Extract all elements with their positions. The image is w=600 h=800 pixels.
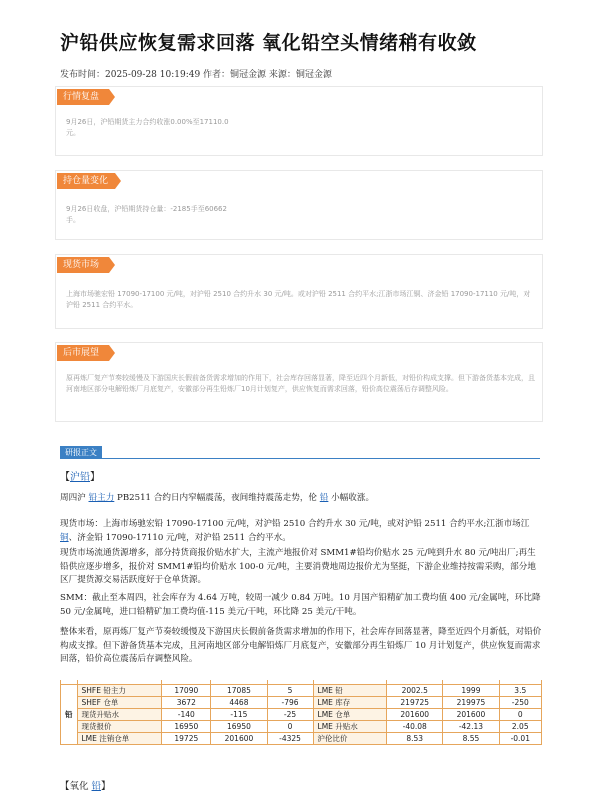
bracket-close: 】	[90, 472, 100, 483]
link-lead[interactable]: 铅	[91, 781, 102, 792]
research-header: 研报正文	[60, 446, 102, 459]
card-text: 上海市场驰宏铅 17090-17100 元/吨，对沪铅 2510 合约升水 30 元/吨。或对沪铅 2511 合约平水;江浙市场江铜、济金铅 17090-17110 元/吨，对沪铅 2511 合约平水。	[66, 290, 531, 309]
table-row	[61, 684, 542, 696]
table-row	[61, 696, 542, 708]
table-cell: 0	[267, 720, 313, 732]
table-row-label: LME 仓单	[313, 708, 387, 720]
card-tag: 后市展望	[57, 345, 109, 361]
table-cell: 0	[499, 708, 541, 720]
article-title: 沪铅供应恢复需求回落 氧化铅空头情绪稍有收敛	[60, 32, 477, 54]
table-cell: 8.55	[443, 732, 499, 744]
card-text: 9月26日收盘，沪铅期货持仓量：-2185手至60662手。	[66, 205, 227, 224]
table-cell: 2.05	[499, 720, 541, 732]
table-row	[61, 732, 542, 744]
table-cell: 8.53	[387, 732, 443, 744]
card-tag: 现货市场	[57, 257, 109, 273]
table-cell: -0.01	[499, 732, 541, 744]
card-tag: 持仓量变化	[57, 173, 115, 189]
paragraph-inventory: SMM：截止至本周四，社会库存为 4.64 万吨，较周一减少 0.84 万吨。10 月国产铅精矿加工费均值 400 元/金属吨，环比降 50 元/金属吨，进口铅精矿加工费均值-115 美元/干吨，环比降 25 美元/干吨。	[60, 593, 541, 617]
table-group-label: 铅	[61, 684, 78, 744]
table-row-label: SHFE 铅主力	[77, 684, 162, 696]
link-copper[interactable]: 铜	[60, 532, 69, 543]
link-lead[interactable]: 铅	[319, 493, 329, 503]
paragraph-futures	[60, 492, 542, 506]
table-row-label: LME 库存	[313, 696, 387, 708]
card-text: 原再炼厂复产节奏较缓慢及下游国庆长假前备货需求增加的作用下，社会库存回落显著，降至近四个月新低，对铅价构成支撑。但下游备货基本完成，且河南地区部分电解铅炼厂月底复产，安徽部分再生铅炼厂10月计划复产，供应恢复而需求回落，铅价高位震荡后存调整风险。	[66, 374, 535, 393]
card-text: 9月26日，沪铅期货主力合约收涨0.00%至17110.0元。	[66, 118, 229, 137]
table-cell: 16950	[211, 720, 267, 732]
table-row-label: LME 注销仓单	[77, 732, 162, 744]
table-cell: -796	[267, 696, 313, 708]
table-cell: 17085	[211, 684, 267, 696]
bracket-open: 【	[60, 472, 70, 483]
card-market-review	[55, 86, 543, 156]
paragraph-supply: 现货市场流通货源增多，部分持货商报价贴水扩大，主流产地报价对 SMM1#铅均价贴水 25 元/吨到升水 80 元/吨出厂;再生铅供应逐步增多，报价对 SMM1#铅均价贴水 100-0 元/吨，主要消费地周边报价尤为坚挺，下游企业维持按需采购，部分地区厂提货源交易活跃度好于仓单货源。	[60, 548, 536, 585]
bracket-open: 【氧化	[60, 781, 92, 792]
section-heading-lead-oxide	[60, 778, 111, 792]
research-divider	[60, 458, 540, 459]
table-cell: 219725	[387, 696, 443, 708]
card-open-interest	[55, 170, 543, 240]
link-lead[interactable]: 沪铅	[70, 472, 90, 483]
table-row	[61, 720, 542, 732]
table-cell: -40.08	[387, 720, 443, 732]
table-cell: 201600	[387, 708, 443, 720]
link-lead-main[interactable]: 铅主力	[88, 493, 115, 503]
table-cell: -140	[162, 708, 211, 720]
table-row-label: 现货升贴水	[77, 708, 162, 720]
table-cell: 17090	[162, 684, 211, 696]
text-segment: PB2511 合约日内窄幅震荡，夜间维持震荡走势，伦	[114, 493, 320, 503]
table-cell: 1999	[443, 684, 499, 696]
table-cell: 19725	[162, 732, 211, 744]
table-row-label: 沪伦比价	[313, 732, 387, 744]
table-row-label: SHEF 仓单	[77, 696, 162, 708]
text-segment: 、济金铅 17090-17110 元/吨，对沪铅 2511 合约平水。	[68, 532, 291, 543]
table-cell: 219975	[443, 696, 499, 708]
table-cell: -4325	[267, 732, 313, 744]
article-meta: 发布时间：2025-09-28 10:19:49 作者：铜冠金源 来源：铜冠金源	[60, 70, 332, 80]
table-cell: 5	[267, 684, 313, 696]
text-segment: 现货市场：上海市场驰宏铅 17090-17100 元/吨，对沪铅 2510 合约升水 30 元/吨，或对沪铅 2511 合约平水;江浙市场江	[60, 519, 530, 529]
table-cell: 201600	[211, 732, 267, 744]
table-row	[61, 708, 542, 720]
table-row-label: 现货报价	[77, 720, 162, 732]
table-cell: -115	[211, 708, 267, 720]
table-cell: -42.13	[443, 720, 499, 732]
text-segment: 周四沪	[60, 493, 89, 503]
paragraph-outlook: 整体来看，原再炼厂复产节奏较缓慢及下游国庆长假前备货需求增加的作用下，社会库存回落显著，降至近四个月新低，对铅价构成支撑。但下游备货基本完成，且河南地区部分电解铅炼厂月底复产，安徽部分再生铅炼厂 10 月计划复产，供应恢复而需求回落，铅价高位震荡后存调整风险。	[60, 627, 542, 664]
table-cell: 2002.5	[387, 684, 443, 696]
text-segment: 小幅收涨。	[328, 493, 375, 503]
table-cell: 201600	[443, 708, 499, 720]
card-tag: 行情复盘	[57, 89, 109, 105]
card-outlook	[55, 342, 543, 422]
card-spot-market	[55, 254, 543, 329]
table-row-label: LME 铅	[313, 684, 387, 696]
table-cell: -25	[267, 708, 313, 720]
table-cell: 3672	[162, 696, 211, 708]
table-row-label: LME 升贴水	[313, 720, 387, 732]
table-cell: 3.5	[499, 684, 541, 696]
data-table	[60, 680, 542, 745]
section-heading-lead	[60, 468, 100, 483]
table-cell: 16950	[162, 720, 211, 732]
table-cell: 4468	[211, 696, 267, 708]
table-cell: -250	[499, 696, 541, 708]
paragraph-spot	[60, 518, 542, 545]
bracket-close: 】	[101, 781, 111, 792]
